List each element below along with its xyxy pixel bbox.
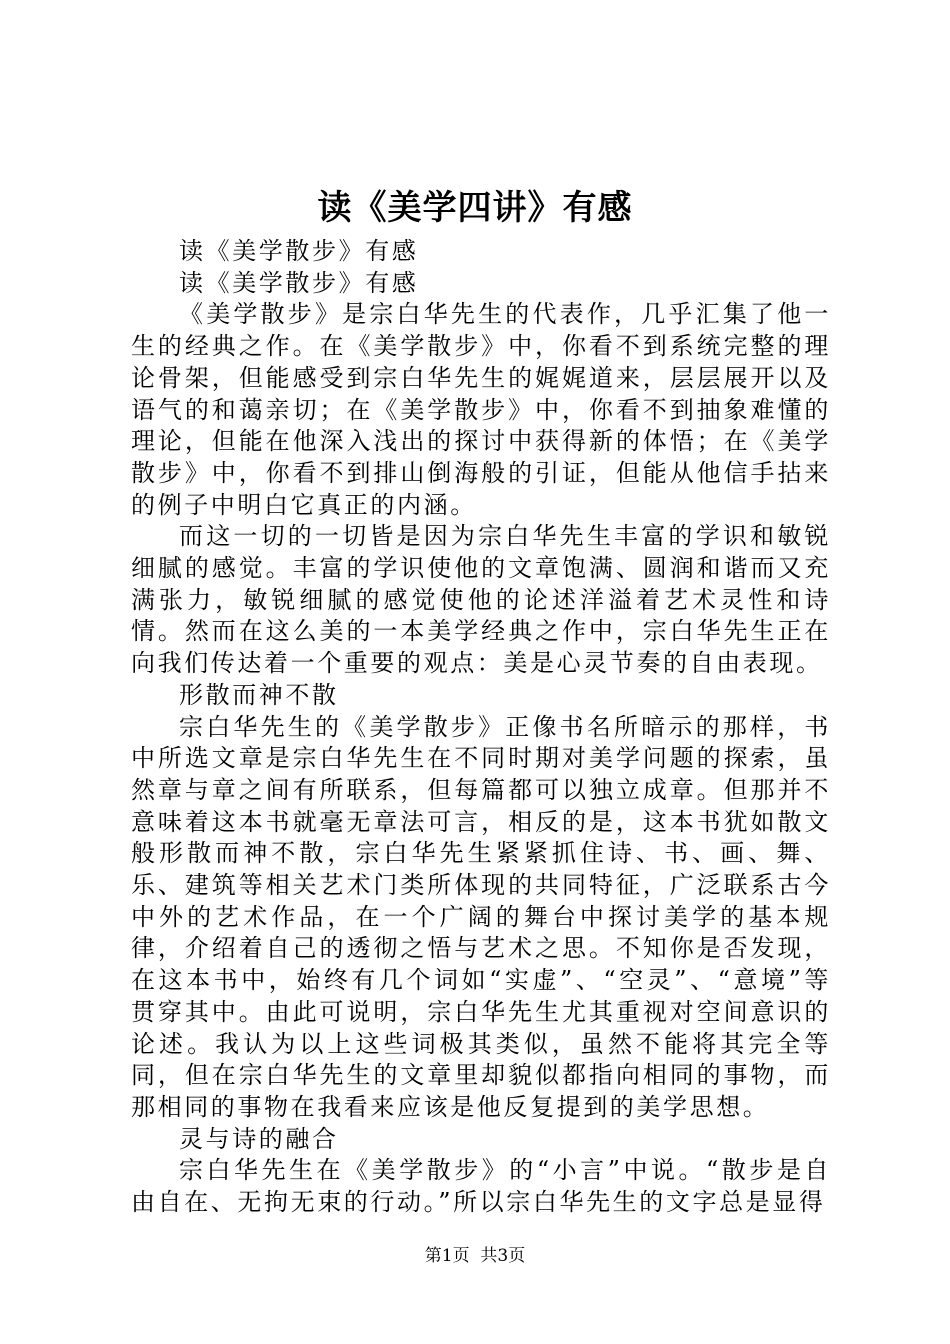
section-heading: 灵与诗的融合 [179, 1124, 339, 1153]
page-number: 第1页 [424, 1246, 470, 1266]
body-paragraph: 宗白华先生在《美学散步》的“小言”中说。“散步是自由自在、无拘无束的行动。”所以宗白华先生的文字总是显得 [131, 1156, 831, 1217]
body-paragraph: 《美学散步》是宗白华先生的代表作，几乎汇集了他一生的经典之作。在《美学散步》中，你看不到系统完整的理论骨架，但能感受到宗白华先生的娓娓道来，层层展开以及语气的和蔼亲切；在《美学散步》中，你看不到抽象难懂的理论，但能在他深入浅出的探讨中获得新的体悟；在《美学散步》中，你看不到排山倒海般的引证，但能从他信手拈来的例子中明白它真正的内涵。 [131, 300, 831, 519]
page-total: 共3页 [480, 1246, 526, 1266]
section-heading: 形散而神不散 [179, 680, 339, 709]
subtitle-line: 读《美学散步》有感 [179, 237, 419, 265]
body-paragraph: 而这一切的一切皆是因为宗白华先生丰富的学识和敏锐细腻的感觉。丰富的学识使他的文章饱满、圆润和谐而又充满张力，敏锐细腻的感觉使他的论述洋溢着艺术灵性和诗情。然而在这么美的一本美学经典之作中，宗白华先生正在向我们传达着一个重要的观点：美是心灵节奏的自由表现。 [131, 522, 831, 678]
document-title: 读《美学四讲》有感 [317, 188, 633, 228]
body-paragraph: 宗白华先生的《美学散步》正像书名所暗示的那样，书中所选文章是宗白华先生在不同时期对美学问题的探索，虽然章与章之间有所联系，但每篇都可以独立成章。但那并不意味着这本书就毫无章法可言，相反的是，这本书犹如散文般形散而神不散，宗白华先生紧紧抓住诗、书、画、舞、乐、建筑等相关艺术门类所体现的共同特征，广泛联系古今中外的艺术作品，在一个广阔的舞台中探讨美学的基本规律，介绍着自己的透彻之悟与艺术之思。不知你是否发现，在这本书中，始终有几个词如“实虚”、“空灵”、“意境”等贯穿其中。由此可说明，宗白华先生尤其重视对空间意识的论述。我认为以上这些词极其类似，虽然不能将其完全等同，但在宗白华先生的文章里却貌似都指向相同的事物，而那相同的事物在我看来应该是他反复提到的美学思想。 [131, 712, 831, 1121]
document-body [131, 236, 831, 1219]
subtitle-line: 读《美学散步》有感 [179, 268, 419, 297]
page-footer [0, 1244, 950, 1268]
